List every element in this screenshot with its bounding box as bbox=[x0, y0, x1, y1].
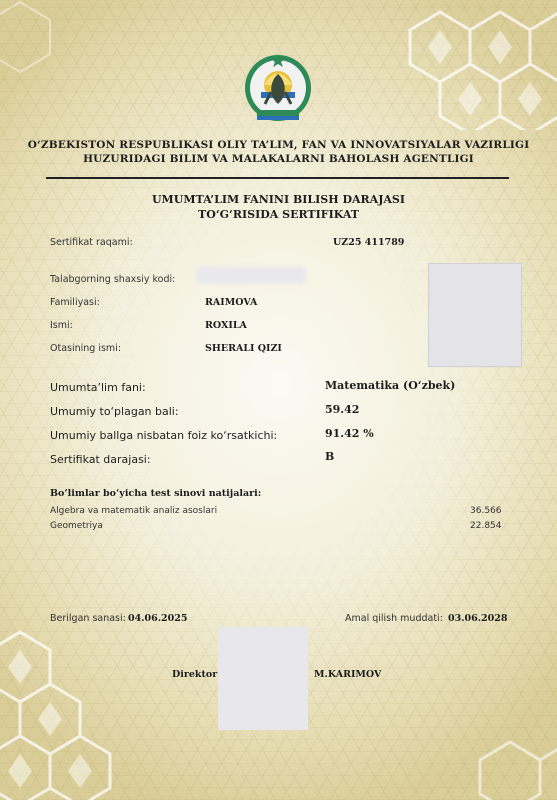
surname-label: Familiyasi: bbox=[50, 297, 100, 308]
patronymic-label: Otasining ismi: bbox=[50, 343, 122, 354]
section-name: Geometriya bbox=[50, 521, 103, 531]
score-label: Umumiy to‘plagan bali: bbox=[50, 405, 179, 418]
level-value: B bbox=[325, 450, 335, 463]
name-label: Ismi: bbox=[50, 320, 73, 331]
section-value: 22.854 bbox=[470, 521, 502, 531]
score-value: 59.42 bbox=[325, 403, 360, 416]
issued-date: 04.06.2025 bbox=[128, 613, 188, 624]
surname-value: RAIMOVA bbox=[205, 297, 258, 308]
subject-label: Umumta’lim fani: bbox=[50, 381, 146, 394]
corner-ornament-bottom-right bbox=[470, 730, 557, 800]
level-label: Sertifikat darajasi: bbox=[50, 453, 151, 466]
section-value: 36.566 bbox=[470, 506, 502, 516]
personal-id-label: Talabgorning shaxsiy kodi: bbox=[50, 274, 176, 285]
percent-label: Umumiy ballga nisbatan foiz ko‘rsatkichi: bbox=[50, 429, 278, 442]
percent-value: 91.42 % bbox=[325, 427, 374, 440]
section-name: Algebra va matematik analiz asoslari bbox=[50, 506, 218, 516]
divider bbox=[46, 177, 509, 179]
agency-line-2: HUZURIDAGI BILIM VA MALAKALARNI BAHOLASH AGENTLIGI bbox=[83, 153, 474, 165]
signature-redacted bbox=[218, 627, 308, 730]
subject-value: Matematika (O‘zbek) bbox=[325, 379, 456, 392]
director-title: Direktor bbox=[172, 669, 218, 680]
issued-label: Berilgan sanasi: bbox=[50, 613, 126, 624]
certificate-number-label: Sertifikat raqami: bbox=[50, 237, 133, 248]
personal-id-redacted bbox=[196, 266, 306, 284]
valid-until-label: Amal qilish muddati: bbox=[345, 613, 443, 624]
agency-line-1: O‘ZBEKISTON RESPUBLIKASI OLIY TA’LIM, FAN VA INNOVATSIYALAR VAZIRLIGI bbox=[27, 139, 530, 151]
valid-until-date: 03.06.2028 bbox=[448, 613, 508, 624]
photo-placeholder bbox=[428, 263, 522, 367]
name-value: ROXILA bbox=[205, 320, 247, 331]
certificate-title-line-1: UMUMTA’LIM FANINI BILISH DARAJASI bbox=[151, 193, 406, 206]
certificate-number: UZ25 411789 bbox=[333, 237, 405, 248]
corner-ornament-top-left bbox=[0, 0, 80, 90]
state-emblem-icon bbox=[243, 52, 313, 124]
director-name: M.KARIMOV bbox=[314, 669, 382, 680]
patronymic-value: SHERALI QIZI bbox=[205, 343, 282, 354]
corner-ornament-bottom-left bbox=[0, 630, 130, 800]
certificate-title-line-2: TO‘G‘RISIDA SERTIFIKAT bbox=[198, 208, 359, 221]
corner-ornament-top-right bbox=[400, 0, 557, 130]
sections-heading: Bo‘limlar bo‘yicha test sinovi natijalari: bbox=[50, 488, 262, 499]
